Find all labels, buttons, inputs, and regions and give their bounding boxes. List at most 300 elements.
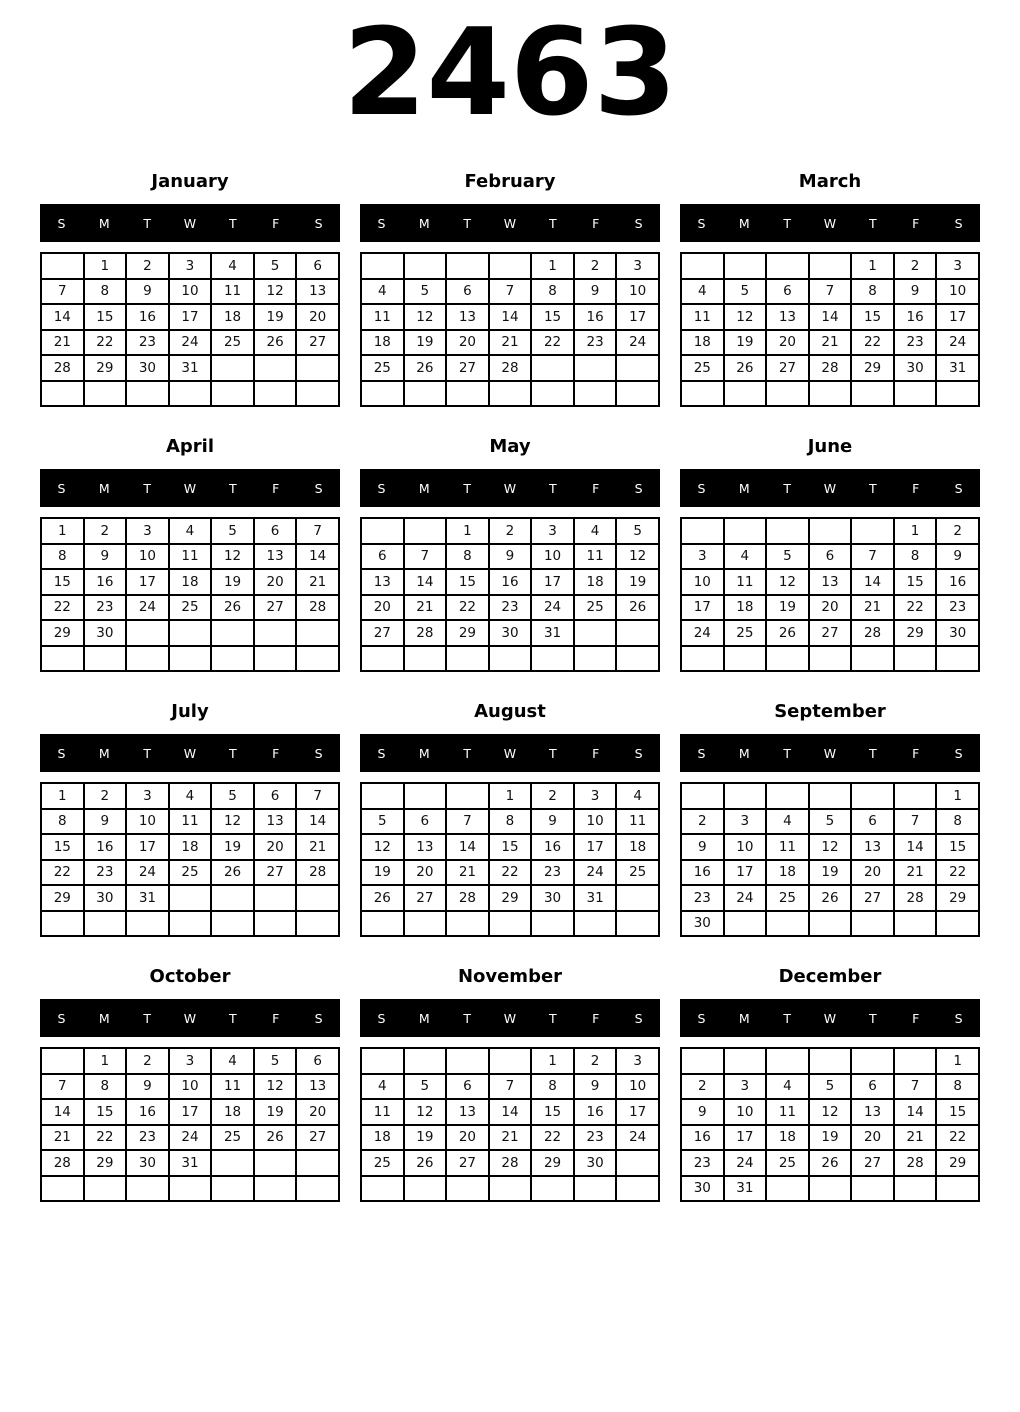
- day-cell: 28: [296, 860, 339, 886]
- empty-day-cell: [296, 355, 339, 381]
- day-cell: 6: [851, 1074, 894, 1100]
- day-cell: 24: [169, 330, 212, 356]
- empty-day-cell: [211, 911, 254, 937]
- day-cell: 28: [404, 620, 447, 646]
- day-cell: 14: [489, 304, 532, 330]
- month-april: [40, 423, 340, 672]
- week-row: [361, 834, 659, 860]
- weekday-label: W: [503, 215, 517, 231]
- empty-day-cell: [724, 1048, 767, 1074]
- weekday-label: W: [503, 480, 517, 496]
- weekday-label: T: [783, 1010, 791, 1026]
- weekday-label: T: [463, 745, 471, 761]
- weekday-label: S: [314, 1010, 323, 1026]
- empty-day-cell: [724, 783, 767, 809]
- day-cell: 3: [169, 1048, 212, 1074]
- day-cell: 26: [616, 595, 659, 621]
- weekday-label: W: [503, 745, 517, 761]
- empty-day-cell: [681, 646, 724, 672]
- empty-day-cell: [169, 620, 212, 646]
- day-cell: 5: [254, 1048, 297, 1074]
- empty-day-cell: [724, 253, 767, 279]
- empty-day-cell: [361, 1048, 404, 1074]
- day-cell: 17: [531, 569, 574, 595]
- week-row: [681, 620, 979, 646]
- day-cell: 18: [616, 834, 659, 860]
- day-cell: 9: [531, 809, 574, 835]
- day-cell: 24: [126, 860, 169, 886]
- empty-day-cell: [616, 1150, 659, 1176]
- weekday-label: F: [912, 745, 920, 761]
- day-cell: 10: [574, 809, 617, 835]
- day-cell: 9: [126, 1074, 169, 1100]
- day-cell: 7: [894, 809, 937, 835]
- empty-day-cell: [616, 1176, 659, 1202]
- day-cell: 17: [724, 860, 767, 886]
- day-cell: 20: [851, 860, 894, 886]
- day-cell: 9: [84, 544, 127, 570]
- empty-day-cell: [446, 646, 489, 672]
- day-cell: 9: [681, 1099, 724, 1125]
- week-row: [361, 253, 659, 279]
- empty-day-cell: [211, 620, 254, 646]
- weekday-label: T: [463, 1010, 471, 1026]
- day-cell: 11: [169, 544, 212, 570]
- day-cell: 30: [84, 620, 127, 646]
- weekday-label: F: [272, 480, 280, 496]
- weekday-label: T: [869, 480, 877, 496]
- empty-day-cell: [766, 1176, 809, 1202]
- empty-day-cell: [489, 1176, 532, 1202]
- day-cell: 8: [41, 809, 84, 835]
- day-cell: 29: [84, 1150, 127, 1176]
- empty-day-cell: [211, 355, 254, 381]
- day-cell: 8: [489, 809, 532, 835]
- weekday-label: W: [823, 480, 837, 496]
- month-name: November: [457, 965, 563, 987]
- weekday-header-bar: [360, 999, 660, 1037]
- empty-day-cell: [681, 783, 724, 809]
- day-cell: 7: [41, 279, 84, 305]
- week-row: [361, 569, 659, 595]
- day-cell: 7: [296, 518, 339, 544]
- week-row: [41, 834, 339, 860]
- day-cell: 13: [404, 834, 447, 860]
- day-cell: 27: [446, 355, 489, 381]
- weekday-label: S: [57, 745, 66, 761]
- week-row: [41, 1048, 339, 1074]
- weekday-header-bar: [40, 469, 340, 507]
- day-cell: 10: [169, 279, 212, 305]
- week-row: [361, 1048, 659, 1074]
- empty-day-cell: [681, 518, 724, 544]
- day-cell: 16: [936, 569, 979, 595]
- empty-day-cell: [574, 355, 617, 381]
- weekday-label: T: [549, 745, 557, 761]
- day-cell: 1: [531, 1048, 574, 1074]
- empty-day-cell: [404, 783, 447, 809]
- weekday-label: M: [98, 215, 110, 231]
- day-cell: 9: [574, 1074, 617, 1100]
- weekday-label: M: [98, 480, 110, 496]
- weekday-label: W: [823, 745, 837, 761]
- month-day-grid: [360, 1047, 660, 1202]
- day-cell: 4: [169, 783, 212, 809]
- week-row: [681, 544, 979, 570]
- day-cell: 21: [296, 834, 339, 860]
- day-cell: 4: [361, 279, 404, 305]
- day-cell: 11: [766, 834, 809, 860]
- day-cell: 18: [361, 330, 404, 356]
- weekday-header-bar: [680, 999, 980, 1037]
- day-cell: 2: [84, 518, 127, 544]
- day-cell: 9: [936, 544, 979, 570]
- day-cell: 20: [361, 595, 404, 621]
- weekday-label: S: [377, 745, 386, 761]
- day-cell: 25: [361, 1150, 404, 1176]
- empty-day-cell: [404, 518, 447, 544]
- day-cell: 26: [361, 885, 404, 911]
- week-row: [41, 1176, 339, 1202]
- empty-day-cell: [894, 646, 937, 672]
- day-cell: 8: [446, 544, 489, 570]
- day-cell: 12: [254, 1074, 297, 1100]
- day-cell: 3: [681, 544, 724, 570]
- weekday-label: F: [912, 215, 920, 231]
- month-day-grid: [680, 782, 980, 937]
- day-cell: 27: [809, 620, 852, 646]
- empty-day-cell: [169, 885, 212, 911]
- day-cell: 22: [936, 1125, 979, 1151]
- weekday-label: S: [954, 215, 963, 231]
- day-cell: 2: [126, 253, 169, 279]
- weekday-label: W: [183, 480, 197, 496]
- day-cell: 5: [404, 279, 447, 305]
- day-cell: 5: [404, 1074, 447, 1100]
- day-cell: 19: [211, 569, 254, 595]
- day-cell: 5: [766, 544, 809, 570]
- week-row: [41, 885, 339, 911]
- day-cell: 26: [211, 595, 254, 621]
- day-cell: 18: [211, 1099, 254, 1125]
- month-september: [680, 688, 980, 937]
- day-cell: 20: [446, 330, 489, 356]
- day-cell: 2: [126, 1048, 169, 1074]
- day-cell: 1: [84, 1048, 127, 1074]
- weekday-label: M: [418, 480, 430, 496]
- empty-day-cell: [169, 381, 212, 407]
- day-cell: 8: [84, 279, 127, 305]
- day-cell: 2: [574, 1048, 617, 1074]
- day-cell: 3: [616, 253, 659, 279]
- day-cell: 18: [361, 1125, 404, 1151]
- day-cell: 21: [894, 1125, 937, 1151]
- weekday-label: S: [697, 1010, 706, 1026]
- day-cell: 24: [936, 330, 979, 356]
- day-cell: 4: [169, 518, 212, 544]
- day-cell: 31: [936, 355, 979, 381]
- day-cell: 28: [489, 355, 532, 381]
- week-row: [41, 253, 339, 279]
- day-cell: 12: [724, 304, 767, 330]
- empty-day-cell: [681, 1048, 724, 1074]
- day-cell: 30: [681, 1176, 724, 1202]
- month-july: [40, 688, 340, 937]
- month-name: March: [798, 170, 862, 192]
- day-cell: 25: [211, 1125, 254, 1151]
- day-cell: 7: [296, 783, 339, 809]
- day-cell: 6: [851, 809, 894, 835]
- day-cell: 14: [894, 834, 937, 860]
- day-cell: 17: [169, 304, 212, 330]
- day-cell: 11: [766, 1099, 809, 1125]
- empty-day-cell: [296, 1176, 339, 1202]
- day-cell: 21: [851, 595, 894, 621]
- empty-day-cell: [404, 1176, 447, 1202]
- day-cell: 10: [531, 544, 574, 570]
- weekday-label: S: [634, 1010, 643, 1026]
- day-cell: 17: [574, 834, 617, 860]
- week-row: [681, 646, 979, 672]
- empty-day-cell: [169, 1176, 212, 1202]
- day-cell: 7: [489, 1074, 532, 1100]
- day-cell: 23: [84, 595, 127, 621]
- day-cell: 28: [894, 1150, 937, 1176]
- day-cell: 9: [84, 809, 127, 835]
- day-cell: 10: [724, 834, 767, 860]
- weekday-label: F: [272, 215, 280, 231]
- week-row: [681, 885, 979, 911]
- week-row: [681, 911, 979, 937]
- day-cell: 19: [724, 330, 767, 356]
- day-cell: 7: [489, 279, 532, 305]
- day-cell: 17: [724, 1125, 767, 1151]
- day-cell: 17: [616, 1099, 659, 1125]
- day-cell: 5: [211, 518, 254, 544]
- day-cell: 7: [851, 544, 894, 570]
- empty-day-cell: [894, 381, 937, 407]
- day-cell: 3: [531, 518, 574, 544]
- empty-day-cell: [851, 1176, 894, 1202]
- weekday-header-bar: [360, 204, 660, 242]
- weekday-label: T: [549, 1010, 557, 1026]
- weekday-label: T: [549, 480, 557, 496]
- empty-day-cell: [531, 646, 574, 672]
- day-cell: 4: [211, 253, 254, 279]
- empty-day-cell: [254, 355, 297, 381]
- empty-day-cell: [254, 885, 297, 911]
- empty-day-cell: [724, 381, 767, 407]
- empty-day-cell: [851, 911, 894, 937]
- empty-day-cell: [169, 911, 212, 937]
- empty-day-cell: [404, 646, 447, 672]
- weekday-label: S: [314, 745, 323, 761]
- day-cell: 3: [724, 809, 767, 835]
- day-cell: 2: [936, 518, 979, 544]
- day-cell: 16: [489, 569, 532, 595]
- day-cell: 23: [126, 330, 169, 356]
- empty-day-cell: [574, 646, 617, 672]
- month-day-grid: [40, 782, 340, 937]
- empty-day-cell: [574, 1176, 617, 1202]
- day-cell: 18: [766, 1125, 809, 1151]
- day-cell: 15: [936, 834, 979, 860]
- empty-day-cell: [936, 1176, 979, 1202]
- day-cell: 25: [169, 860, 212, 886]
- day-cell: 9: [894, 279, 937, 305]
- month-name: June: [807, 435, 853, 457]
- day-cell: 24: [531, 595, 574, 621]
- day-cell: 13: [296, 279, 339, 305]
- week-row: [41, 569, 339, 595]
- month-may: [360, 423, 660, 672]
- day-cell: 29: [489, 885, 532, 911]
- day-cell: 4: [766, 809, 809, 835]
- week-row: [41, 911, 339, 937]
- day-cell: 11: [616, 809, 659, 835]
- day-cell: 2: [574, 253, 617, 279]
- day-cell: 16: [681, 860, 724, 886]
- empty-day-cell: [296, 646, 339, 672]
- day-cell: 31: [169, 1150, 212, 1176]
- day-cell: 1: [894, 518, 937, 544]
- empty-day-cell: [724, 911, 767, 937]
- day-cell: 25: [574, 595, 617, 621]
- month-name: September: [774, 700, 886, 722]
- day-cell: 31: [126, 885, 169, 911]
- year-title: 2463: [343, 4, 677, 143]
- day-cell: 16: [681, 1125, 724, 1151]
- day-cell: 19: [404, 330, 447, 356]
- day-cell: 21: [41, 330, 84, 356]
- week-row: [41, 355, 339, 381]
- day-cell: 24: [169, 1125, 212, 1151]
- empty-day-cell: [489, 646, 532, 672]
- day-cell: 13: [766, 304, 809, 330]
- week-row: [681, 1048, 979, 1074]
- day-cell: 10: [681, 569, 724, 595]
- empty-day-cell: [936, 646, 979, 672]
- day-cell: 15: [41, 834, 84, 860]
- day-cell: 14: [446, 834, 489, 860]
- empty-day-cell: [489, 381, 532, 407]
- weekday-header-bar: [40, 734, 340, 772]
- day-cell: 28: [41, 1150, 84, 1176]
- day-cell: 7: [404, 544, 447, 570]
- day-cell: 23: [574, 330, 617, 356]
- day-cell: 14: [41, 1099, 84, 1125]
- month-day-grid: [360, 782, 660, 937]
- day-cell: 14: [296, 544, 339, 570]
- week-row: [41, 381, 339, 407]
- day-cell: 12: [616, 544, 659, 570]
- day-cell: 15: [84, 1099, 127, 1125]
- weekday-label: M: [418, 1010, 430, 1026]
- weekday-label: M: [738, 215, 750, 231]
- day-cell: 1: [446, 518, 489, 544]
- day-cell: 29: [41, 885, 84, 911]
- day-cell: 12: [254, 279, 297, 305]
- empty-day-cell: [851, 783, 894, 809]
- day-cell: 8: [894, 544, 937, 570]
- day-cell: 13: [851, 1099, 894, 1125]
- week-row: [41, 809, 339, 835]
- day-cell: 23: [84, 860, 127, 886]
- day-cell: 5: [211, 783, 254, 809]
- empty-day-cell: [211, 885, 254, 911]
- empty-day-cell: [404, 911, 447, 937]
- empty-day-cell: [616, 355, 659, 381]
- day-cell: 26: [809, 1150, 852, 1176]
- day-cell: 11: [724, 569, 767, 595]
- day-cell: 20: [851, 1125, 894, 1151]
- day-cell: 11: [574, 544, 617, 570]
- day-cell: 20: [254, 834, 297, 860]
- day-cell: 9: [574, 279, 617, 305]
- month-name: July: [171, 700, 209, 722]
- day-cell: 2: [531, 783, 574, 809]
- weekday-label: S: [634, 480, 643, 496]
- empty-day-cell: [724, 518, 767, 544]
- day-cell: 6: [254, 783, 297, 809]
- empty-day-cell: [84, 1176, 127, 1202]
- day-cell: 20: [446, 1125, 489, 1151]
- month-name: May: [489, 435, 531, 457]
- week-row: [361, 355, 659, 381]
- day-cell: 24: [574, 860, 617, 886]
- week-row: [41, 330, 339, 356]
- day-cell: 29: [894, 620, 937, 646]
- week-row: [361, 620, 659, 646]
- weekday-label: T: [869, 215, 877, 231]
- day-cell: 19: [404, 1125, 447, 1151]
- day-cell: 27: [296, 330, 339, 356]
- day-cell: 4: [211, 1048, 254, 1074]
- week-row: [681, 834, 979, 860]
- weekday-label: T: [463, 480, 471, 496]
- weekday-label: W: [183, 215, 197, 231]
- weekday-label: W: [823, 215, 837, 231]
- day-cell: 22: [894, 595, 937, 621]
- day-cell: 8: [936, 809, 979, 835]
- weekday-label: W: [183, 1010, 197, 1026]
- day-cell: 10: [126, 809, 169, 835]
- weekday-label: T: [143, 1010, 151, 1026]
- day-cell: 2: [84, 783, 127, 809]
- empty-day-cell: [361, 911, 404, 937]
- weekday-label: W: [183, 745, 197, 761]
- day-cell: 3: [126, 783, 169, 809]
- day-cell: 26: [254, 330, 297, 356]
- empty-day-cell: [126, 620, 169, 646]
- empty-day-cell: [254, 381, 297, 407]
- day-cell: 6: [809, 544, 852, 570]
- day-cell: 28: [894, 885, 937, 911]
- day-cell: 22: [446, 595, 489, 621]
- week-row: [41, 1125, 339, 1151]
- day-cell: 22: [531, 330, 574, 356]
- empty-day-cell: [446, 1176, 489, 1202]
- day-cell: 29: [531, 1150, 574, 1176]
- day-cell: 22: [84, 1125, 127, 1151]
- day-cell: 11: [211, 279, 254, 305]
- empty-day-cell: [809, 381, 852, 407]
- weekday-label: T: [229, 1010, 237, 1026]
- day-cell: 17: [616, 304, 659, 330]
- day-cell: 13: [851, 834, 894, 860]
- day-cell: 12: [211, 809, 254, 835]
- day-cell: 4: [574, 518, 617, 544]
